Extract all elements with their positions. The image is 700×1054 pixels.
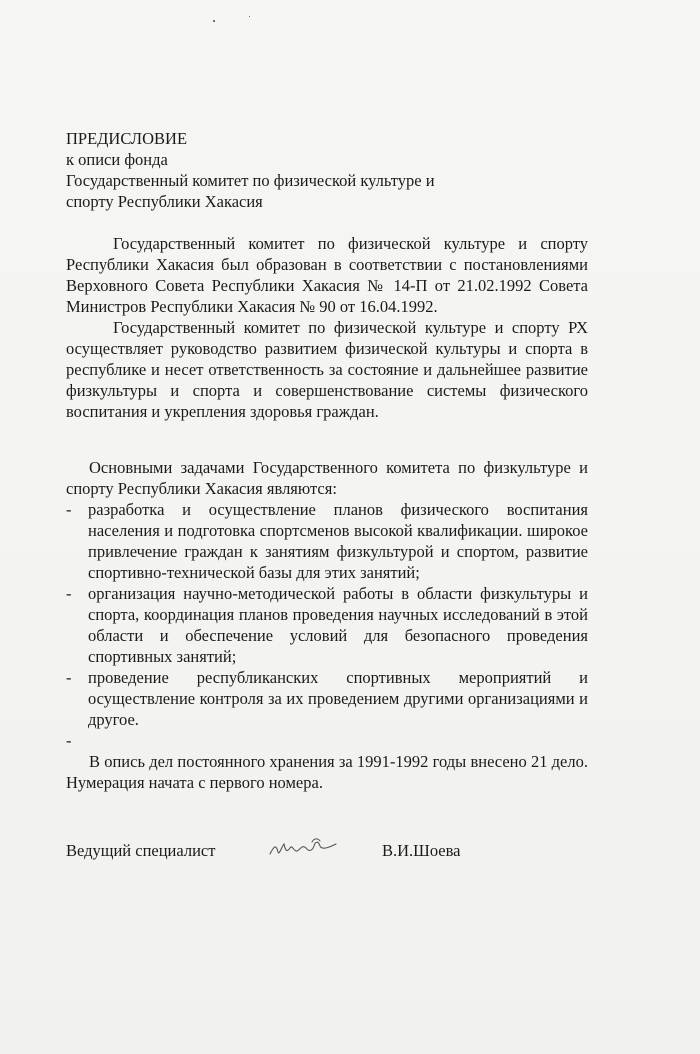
scan-speck <box>213 20 215 22</box>
paragraph-responsibility: Государственный комитет по физической культуре и спорту РХ осуществляет руководство развитием физической культуры и спорта в республике и несет ответственность за состояние и дальнейшее развитие физкультуры и спорта и совершенствование системы физического воспитания и укрепления здоровья граждан. <box>66 318 588 421</box>
empty-list-item <box>66 730 588 751</box>
signature-scribble <box>266 832 346 864</box>
header-fund-name: Государственный комитет по физической культуре и <box>66 171 435 190</box>
tasks-section <box>66 457 588 793</box>
signer-position: Ведущий специалист <box>66 841 216 860</box>
header-fund-name-cont: спорту Республики Хакасия <box>66 192 263 211</box>
tasks-intro: Основными задачами Государственного комитета по физкультуре и спорту Республики Хакасия являются: <box>66 458 588 498</box>
document-header <box>66 128 626 212</box>
list-dash: - <box>66 584 72 603</box>
list-dash: - <box>66 668 72 687</box>
list-item-text: проведение республиканских спортивных мероприятий и осуществление контроля за их проведением другими организациями и другое. <box>88 668 588 729</box>
header-subtitle: к описи фонда <box>66 150 168 169</box>
handwritten-signature <box>266 832 346 869</box>
list-item-text: организация научно-методической работы в области физкультуры и спорта, координация планов проведения научных исследований в этой области и обеспечение условий для безопасного проведения спортивных занятий; <box>88 584 588 666</box>
signature-block <box>66 840 586 870</box>
intro-paragraphs <box>66 233 588 422</box>
list-item <box>66 667 588 730</box>
list-item <box>66 499 588 583</box>
list-item-text: разработка и осуществление планов физического воспитания населения и подготовка спортсменов высокой квалификации. широкое привлечение граждан к занятиям физкультурой и спортом, развитие спортивно-технической базы для этих занятий; <box>88 500 588 582</box>
signer-name: В.И.Шоева <box>382 841 461 860</box>
document-title: ПРЕДИСЛОВИЕ <box>66 129 188 148</box>
list-dash: - <box>66 500 72 519</box>
paragraph-formation: Государственный комитет по физической культуре и спорту Республики Хакасия был образован в соответствии с постановлениями Верховного Совета Республики Хакасия № 14-П от 21.02.1992 Совета Министров Республики Хакасия № 90 от 16.04.1992. <box>66 234 588 316</box>
closing-paragraph: В опись дел постоянного хранения за 1991-1992 годы внесено 21 дело. Нумерация начата с первого номера. <box>66 752 588 792</box>
scan-speck <box>249 16 250 17</box>
list-dash: - <box>66 731 72 750</box>
list-item <box>66 583 588 667</box>
